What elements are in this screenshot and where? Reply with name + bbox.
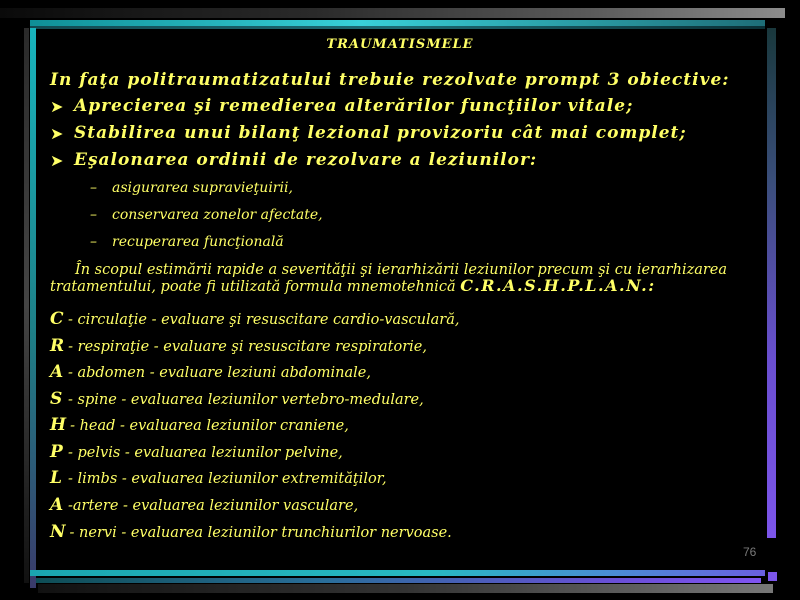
frame-top-shadow [0,8,785,18]
objective-3: Eşalonarea ordinii de rezolvare a leziunilor: [74,150,538,170]
slide-title: TRAUMATISMELE [326,37,474,52]
objective-1: Aprecierea şi remedierea alterărilor funcţiilor vitale; [74,96,634,116]
objective-2: Stabilirea unui bilanţ lezional provizoriu cât mai complet; [74,123,687,143]
mnemonic-acronym: C.R.A.S.H.P.L.A.N.: [460,276,656,295]
crash-item: R - respiraţie - evaluare şi resuscitare respiratorie, [50,336,427,356]
frame-corner-square [768,572,777,581]
sub-item: – recuperarea funcţională [90,234,284,250]
frame-left-bar [30,28,36,588]
frame-left-shadow [24,28,29,583]
crash-item: P - pelvis - evaluarea leziunilor pelvine, [50,442,343,462]
frame-right-bar [767,28,776,538]
mnemonic-paragraph: În scopul estimării rapide a severităţii şi ierarhizării leziunilor precum şi cu ierarhizarea tratamentului, poate fi utilizată formula mnemotehnică C.R.A.S.H.P.L.A.N.: [50,262,728,295]
crash-item: N - nervi - evaluarea leziunilor trunchiurilor nervoase. [50,522,452,542]
sub-item: – conservarea zonelor afectate, [90,207,323,223]
dash-bullet-icon: – [90,180,97,196]
crash-item: C - circulaţie - evaluare şi resuscitare cardio-vasculară, [50,309,460,329]
dash-bullet-icon: – [90,207,97,223]
crash-item: S - spine - evaluarea leziunilor vertebro-medulare, [50,389,424,409]
arrow-bullet-icon: ➤ [50,124,64,143]
crash-item: A - abdomen - evaluare leziuni abdominale, [50,362,371,382]
frame-bottom-accent [36,578,761,583]
crash-item: A -artere - evaluarea leziunilor vasculare, [50,495,359,515]
frame-bottom-shadow [38,584,773,593]
crash-item: H - head - evaluarea leziunilor craniene, [50,415,349,435]
intro-line: In faţa politraumatizatului trebuie rezolvate prompt 3 obiective: [50,70,730,90]
arrow-bullet-icon: ➤ [50,151,64,170]
frame-bottom-bar [30,570,765,576]
crash-item: L - limbs - evaluarea leziunilor extremităţilor, [50,468,387,488]
page-number: 76 [743,545,757,559]
sub-item: – asigurarea supravieţuirii, [90,180,293,196]
frame-top-shade [30,26,765,29]
dash-bullet-icon: – [90,234,97,250]
arrow-bullet-icon: ➤ [50,97,64,116]
